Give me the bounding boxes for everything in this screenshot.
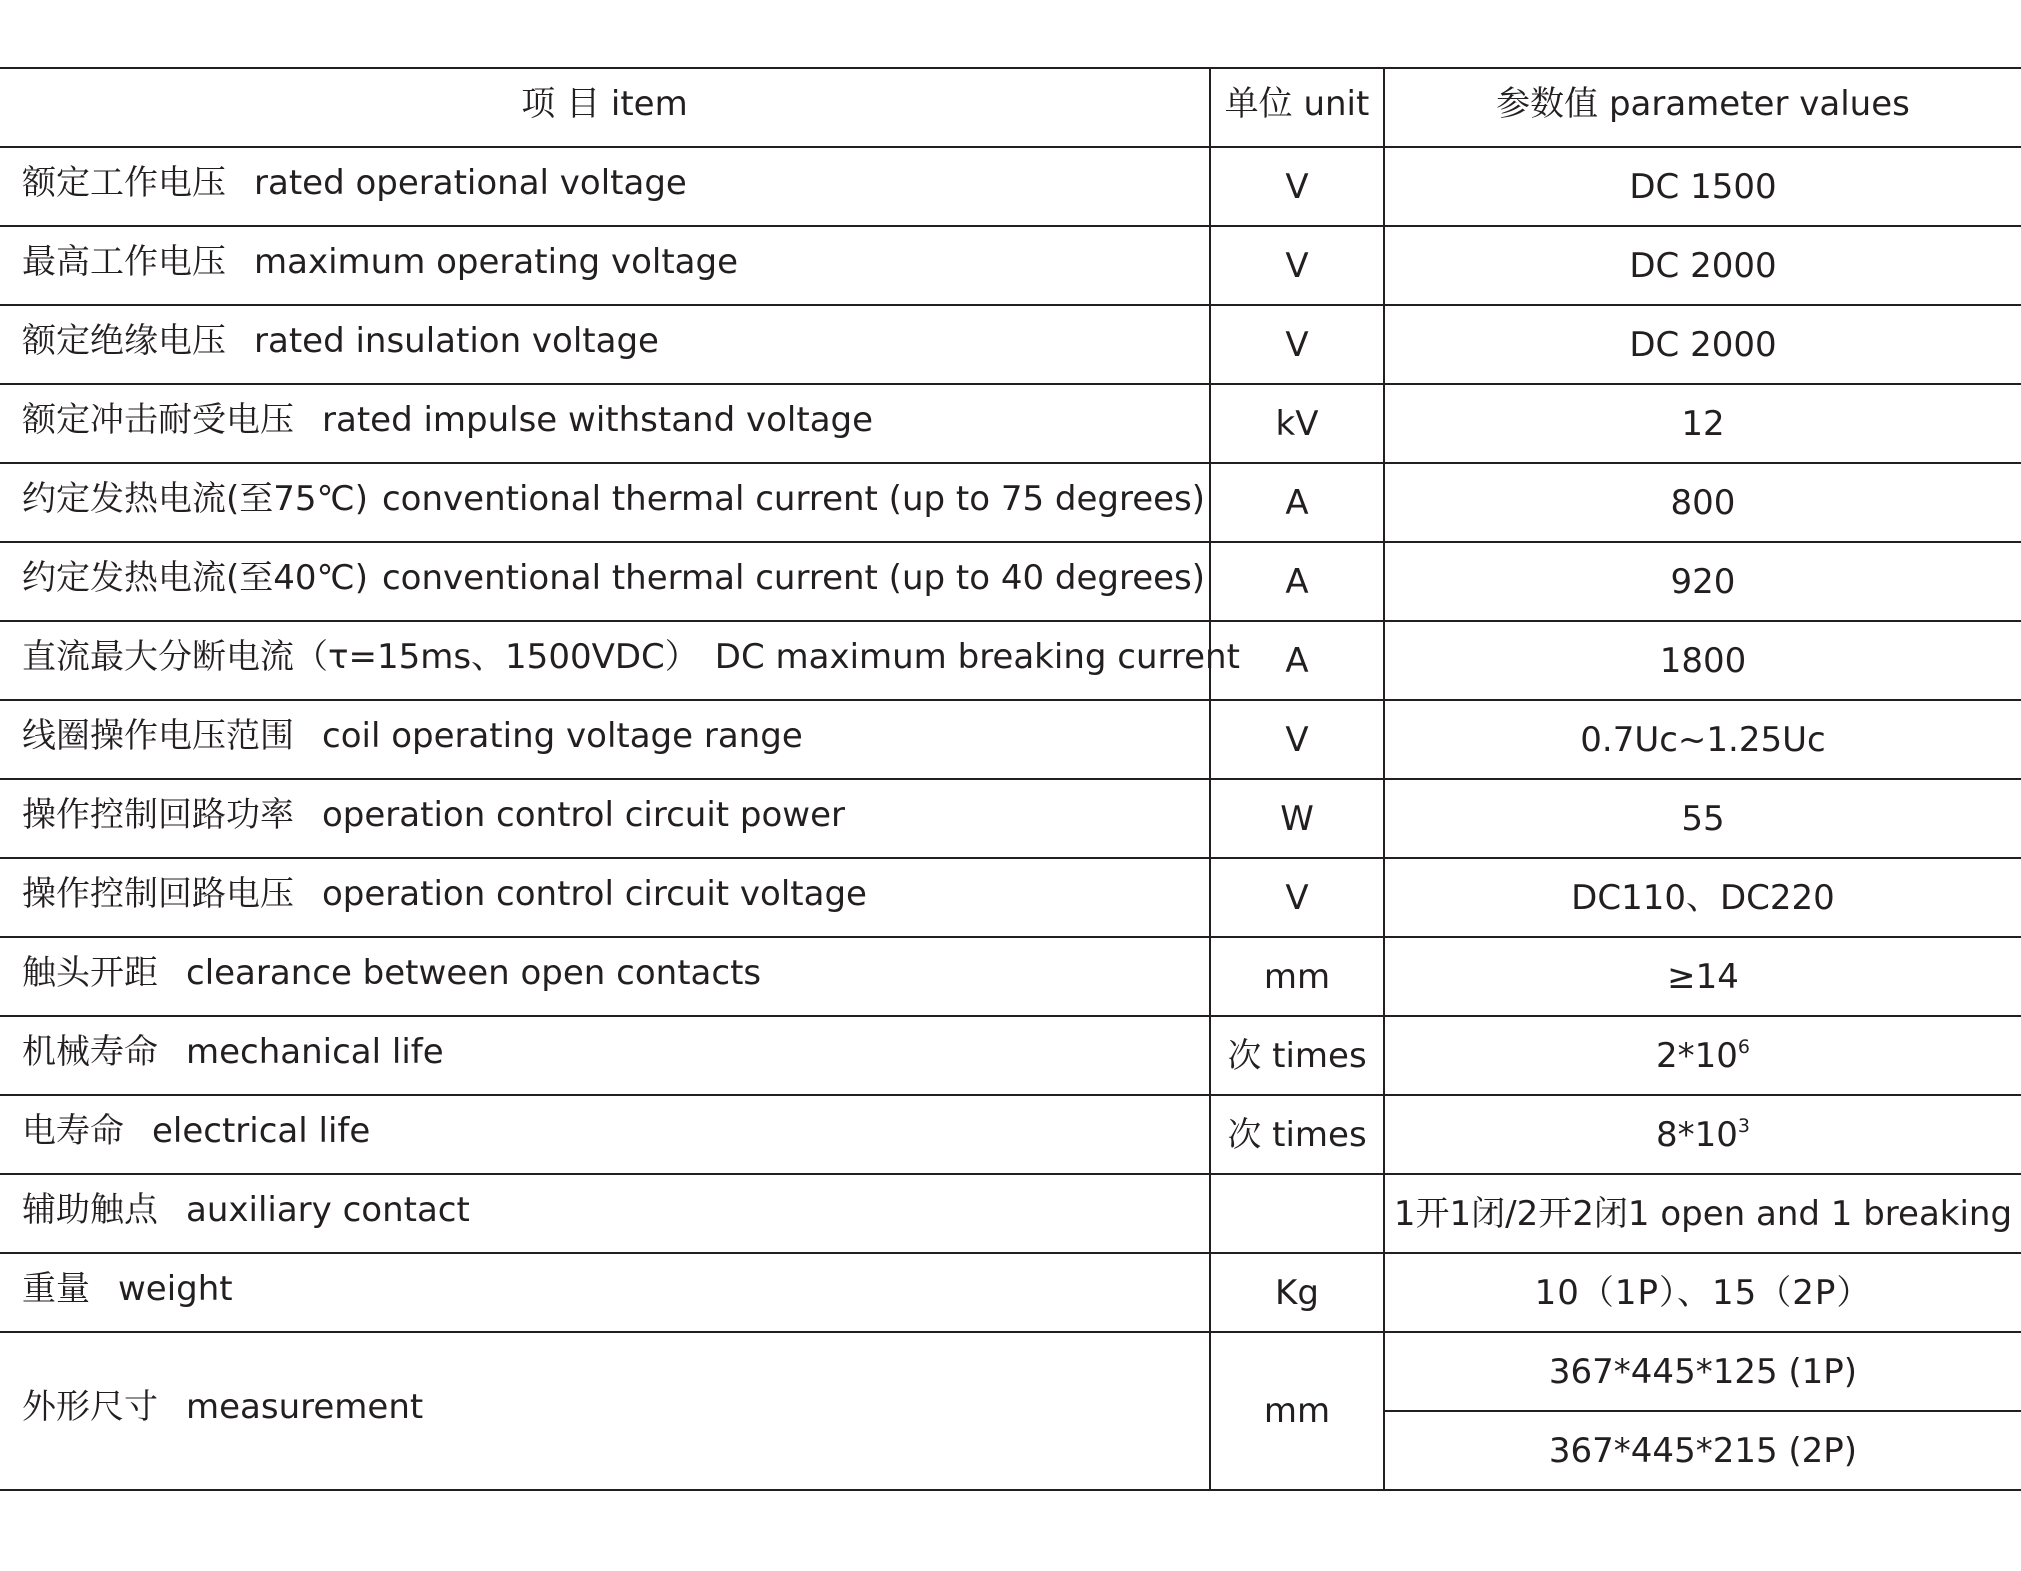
- table-row: [0, 779, 2021, 858]
- value-cell: 367*445*125 (1P): [1384, 1332, 2021, 1411]
- value-cell: DC110、DC220: [1384, 858, 2021, 937]
- value-cell: 0.7Uc~1.25Uc: [1384, 700, 2021, 779]
- value-cell: 12: [1384, 384, 2021, 463]
- table-row: [0, 226, 2021, 305]
- table-row: [0, 621, 2021, 700]
- item-cell: 外形尺寸 measurement: [0, 1332, 1210, 1490]
- value-cell: DC 1500: [1384, 147, 2021, 226]
- table-row: [0, 463, 2021, 542]
- item-cell: 操作控制回路电压 operation control circuit voltage: [0, 858, 1210, 937]
- exponent: 6: [1737, 1035, 1750, 1058]
- item-cell: 电寿命 electrical life: [0, 1095, 1210, 1174]
- header-item: 项 目 item: [0, 68, 1210, 147]
- unit-cell: mm: [1210, 1332, 1384, 1490]
- table-row: [0, 700, 2021, 779]
- unit-cell: A: [1210, 463, 1384, 542]
- unit-cell: kV: [1210, 384, 1384, 463]
- unit-cell: V: [1210, 305, 1384, 384]
- unit-cell: Kg: [1210, 1253, 1384, 1332]
- value-cell: 1800: [1384, 621, 2021, 700]
- item-cell: 额定工作电压 rated operational voltage: [0, 147, 1210, 226]
- value-cell: 367*445*215 (2P): [1384, 1411, 2021, 1490]
- unit-cell: 次 times: [1210, 1095, 1384, 1174]
- value-cell: 800: [1384, 463, 2021, 542]
- value-cell: $8*10^3$: [1384, 1095, 2021, 1174]
- item-cell: 线圈操作电压范围 coil operating voltage range: [0, 700, 1210, 779]
- item-cell: 额定冲击耐受电压 rated impulse withstand voltage: [0, 384, 1210, 463]
- value-cell: 1开1闭/2开2闭1 open and 1 breaking: [1384, 1174, 2021, 1253]
- unit-cell: A: [1210, 621, 1384, 700]
- table-row: [0, 542, 2021, 621]
- unit-cell: mm: [1210, 937, 1384, 1016]
- unit-cell: V: [1210, 858, 1384, 937]
- value-cell: DC 2000: [1384, 305, 2021, 384]
- item-cell: 机械寿命 mechanical life: [0, 1016, 1210, 1095]
- item-cell: 约定发热电流(至75℃) conventional thermal current (up to 75 degrees): [0, 463, 1210, 542]
- unit-cell: A: [1210, 542, 1384, 621]
- value-cell: 10（1P）、15（2P）: [1384, 1253, 2021, 1332]
- item-cell: 直流最大分断电流（τ=15ms、1500VDC） DC maximum breaking current: [0, 621, 1210, 700]
- item-cell: 辅助触点 auxiliary contact: [0, 1174, 1210, 1253]
- item-cell: 约定发热电流(至40℃) conventional thermal current (up to 40 degrees): [0, 542, 1210, 621]
- item-cell: 最高工作电压 maximum operating voltage: [0, 226, 1210, 305]
- table-row: [0, 1016, 2021, 1095]
- header-value: 参数值 parameter values: [1384, 68, 2021, 147]
- table-row: [0, 305, 2021, 384]
- spec-table: [0, 67, 2021, 1491]
- unit-cell: V: [1210, 700, 1384, 779]
- item-cell: 重量 weight: [0, 1253, 1210, 1332]
- item-cell: 额定绝缘电压 rated insulation voltage: [0, 305, 1210, 384]
- table-row: [0, 384, 2021, 463]
- table-row: [0, 858, 2021, 937]
- table-row: [0, 147, 2021, 226]
- item-cell: 触头开距 clearance between open contacts: [0, 937, 1210, 1016]
- table-row: [0, 937, 2021, 1016]
- header-unit: 单位 unit: [1210, 68, 1384, 147]
- exponent: 3: [1737, 1114, 1750, 1137]
- unit-cell: V: [1210, 226, 1384, 305]
- table-row: [0, 1253, 2021, 1332]
- unit-cell: V: [1210, 147, 1384, 226]
- value-cell: $2*10^6$: [1384, 1016, 2021, 1095]
- table-row: [0, 1174, 2021, 1253]
- unit-cell: [1210, 1174, 1384, 1253]
- table-row: [0, 1095, 2021, 1174]
- table-row: [0, 1332, 2021, 1411]
- value-cell: 55: [1384, 779, 2021, 858]
- item-cell: 操作控制回路功率 operation control circuit power: [0, 779, 1210, 858]
- header-row: [0, 68, 2021, 147]
- value-cell: ≥14: [1384, 937, 2021, 1016]
- unit-cell: 次 times: [1210, 1016, 1384, 1095]
- unit-cell: W: [1210, 779, 1384, 858]
- value-cell: 920: [1384, 542, 2021, 621]
- value-cell: DC 2000: [1384, 226, 2021, 305]
